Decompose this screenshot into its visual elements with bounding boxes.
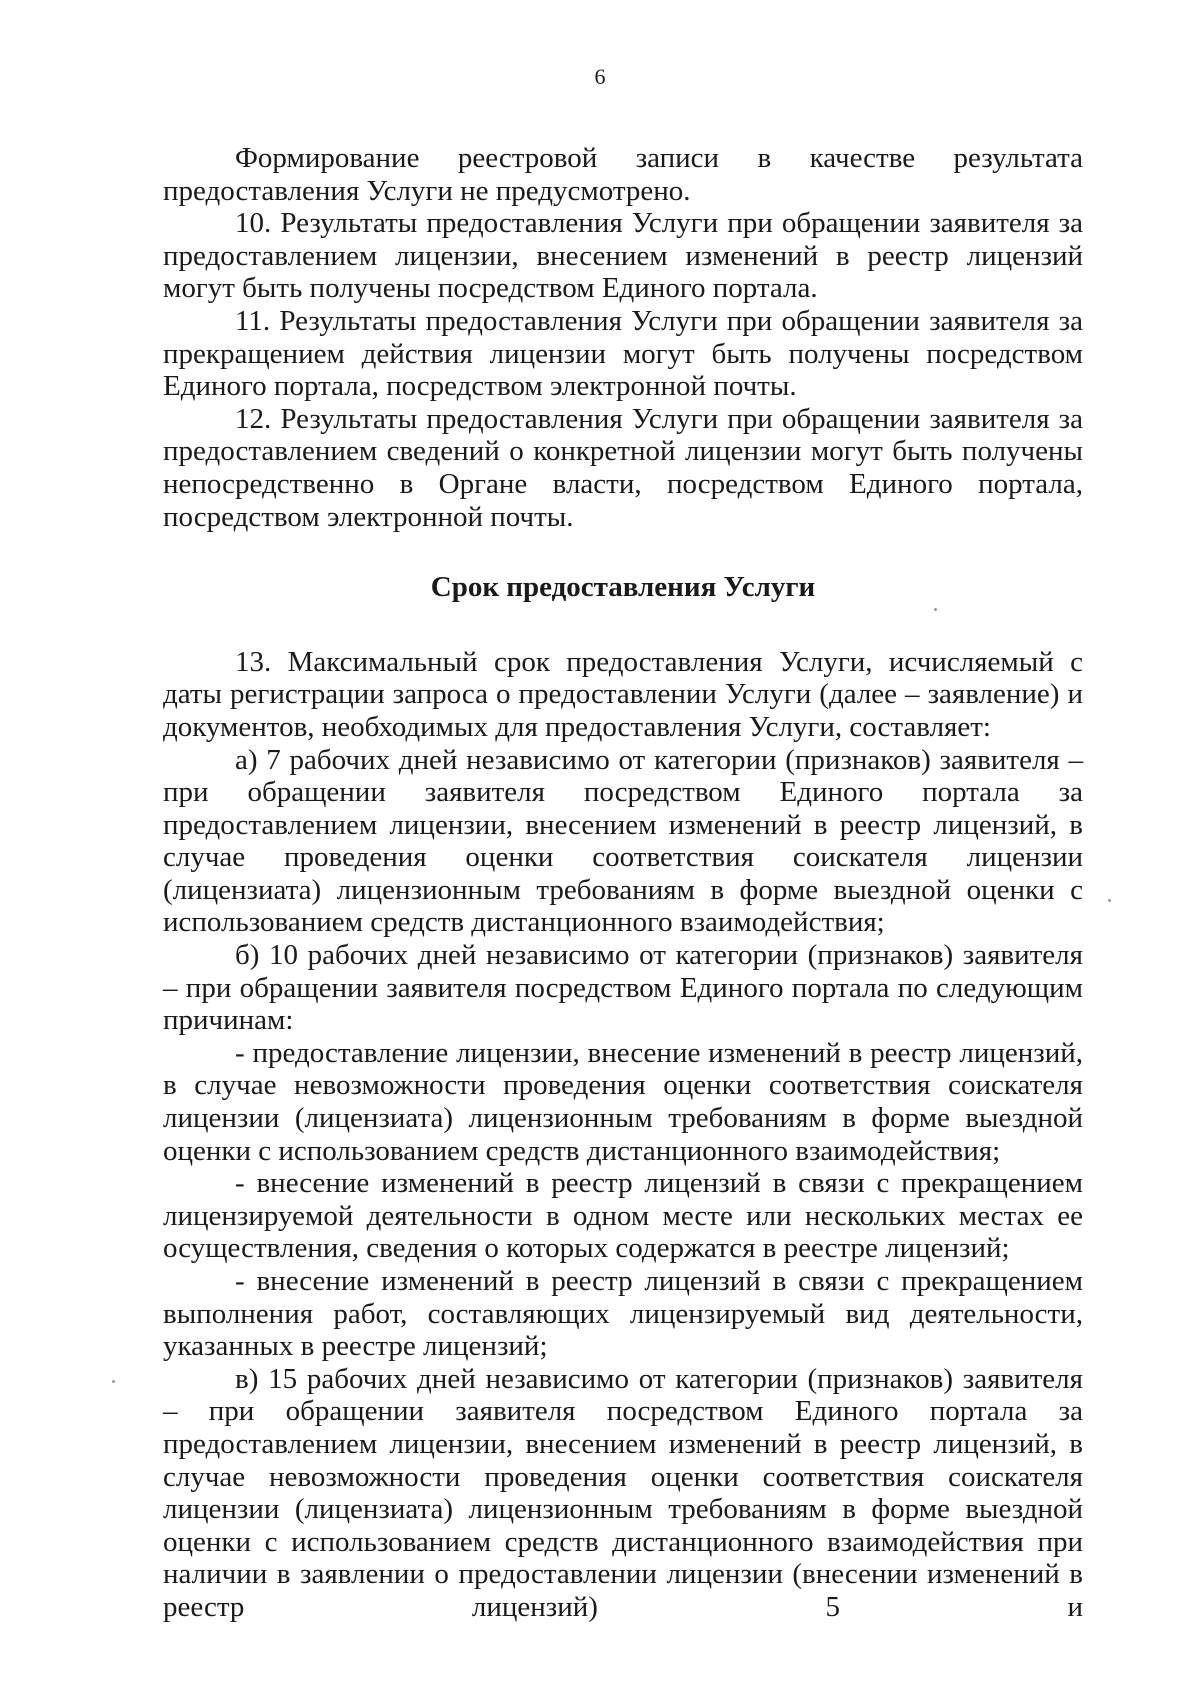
item-a: а) 7 рабочих дней независимо от категории (признаков) заявителя – при обращении заявителя посредством Единого портала за предоставлением лицензии, внесением изменений в реестр лицензий, в случае проведения оценки соответствия соискателя лицензии (лицензиата) лицензионным требованиям в форме выездной оценки с использованием средств дистанционного взаимодействия; — [163, 743, 1083, 939]
paragraph-registry-record: Формирование реестровой записи в качестве результата предоставления Услуги не предусмотрено. — [163, 142, 1083, 207]
paragraph-12: 12. Результаты предоставления Услуги при обращении заявителя за предоставлением сведений о конкретной лицензии могут быть получены непосредственно в Органе власти, посредством Единого портала, посредством электронной почты. — [163, 402, 1083, 533]
item-b-dash-2: - внесение изменений в реестр лицензий в связи с прекращением лицензируемой деятельности в одном месте или нескольких местах ее осуществления, сведения о которых содержатся в реестре лицензий; — [163, 1167, 1083, 1265]
item-b-dash-3: - внесение изменений в реестр лицензий в связи с прекращением выполнения работ, составляющих лицензируемый вид деятельности, указанных в реестре лицензий; — [163, 1265, 1083, 1363]
page-number: 6 — [594, 64, 606, 89]
scan-speck — [1108, 899, 1111, 902]
scan-speck — [112, 1380, 115, 1383]
paragraph-11: 11. Результаты предоставления Услуги при обращении заявителя за прекращением действия лицензии могут быть получены посредством Единого портала, посредством электронной почты. — [163, 304, 1083, 403]
scan-speck — [934, 608, 937, 611]
item-b-dash-1: - предоставление лицензии, внесение изменений в реестр лицензий, в случае невозможности проведения оценки соответствия соискателя лицензии (лицензиата) лицензионным требованиям в форме выездной оценки с использованием средств дистанционного взаимодействия; — [163, 1036, 1083, 1167]
item-v: в) 15 рабочих дней независимо от категории (признаков) заявителя – при обращении заявителя посредством Единого портала за предоставлением лицензии, внесением изменений в реестр лицензий, в случае невозможности проведения оценки соответствия соискателя лицензии (лицензиата) лицензионным требованиям в форме выездной оценки с использованием средств дистанционного взаимодействия при наличии в заявлении о предоставлении лицензии (внесении изменений в реестр лицензий) 5 и — [163, 1362, 1083, 1623]
document-body — [163, 142, 1083, 1624]
section-heading: Срок предоставления Услуги — [430, 571, 816, 604]
item-b: б) 10 рабочих дней независимо от категории (признаков) заявителя – при обращении заявителя посредством Единого портала по следующим причинам: — [163, 939, 1083, 1037]
paragraph-13: 13. Максимальный срок предоставления Услуги, исчисляемый с даты регистрации запроса о предоставлении Услуги (далее – заявление) и документов, необходимых для предоставления Услуги, составляет: — [163, 645, 1083, 743]
paragraph-10: 10. Результаты предоставления Услуги при обращении заявителя за предоставлением лицензии, внесением изменений в реестр лицензий могут быть получены посредством Единого портала. — [163, 207, 1083, 305]
